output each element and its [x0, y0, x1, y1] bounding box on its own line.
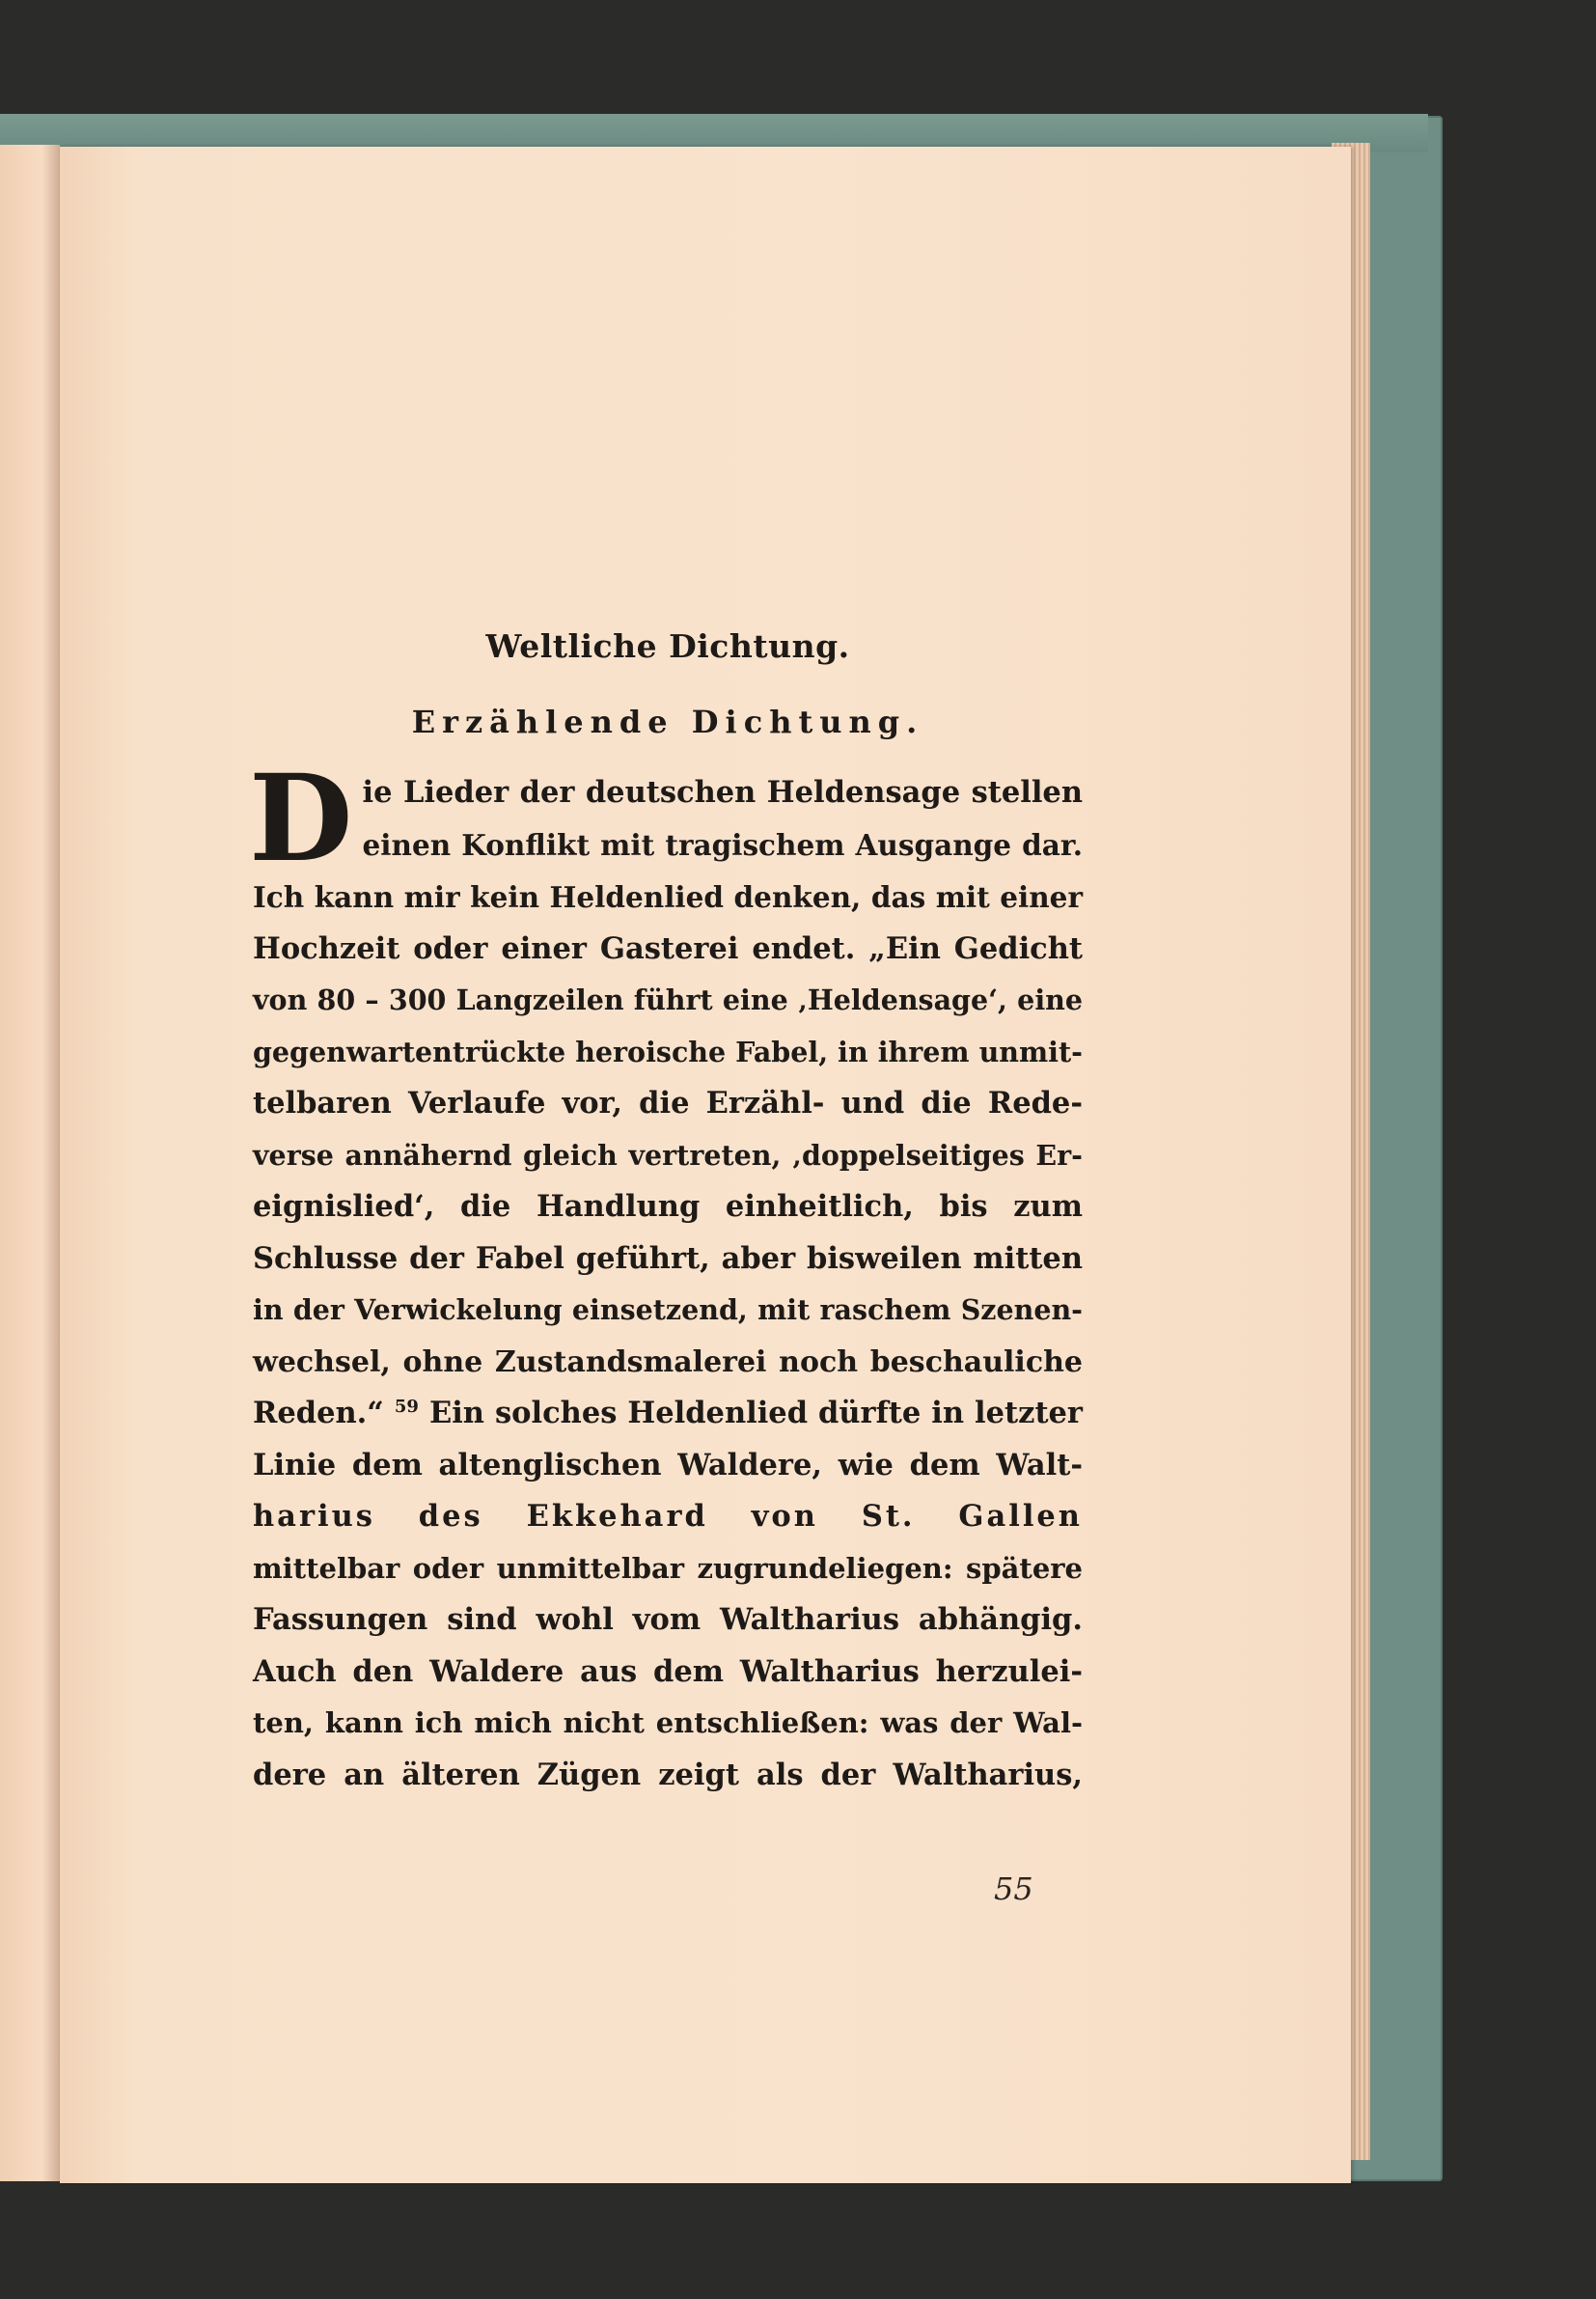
body-paragraph: [249, 749, 1084, 1801]
text-line: ten, kann ich mich nicht entschließen: was der Wal-: [253, 1706, 1083, 1739]
text-fragment: Ein solches Heldenlied dürfte in letzter: [428, 1396, 1084, 1430]
text-line: mittelbar oder unmittelbar zugrundeliegen: spätere: [253, 1551, 1083, 1585]
page-content: [249, 627, 1084, 1801]
text-line: telbaren Verlaufe vor, die Erzähl- und die Rede-: [253, 1086, 1083, 1121]
text-line: wechsel, ohne Zustandsmalerei noch beschauliche: [253, 1344, 1083, 1379]
page-number: 55: [994, 1870, 1033, 1907]
text-line: eignislied‘, die Handlung einheitlich, bis zum: [253, 1189, 1083, 1224]
section-heading: Weltliche Dichtung.: [485, 627, 850, 665]
text-line: Schlusse der Fabel geführt, aber bisweilen mitten: [253, 1240, 1083, 1276]
text-line: von 80 – 300 Langzeilen führt eine ‚Heldensage‘, eine: [253, 983, 1083, 1016]
drop-cap: D: [249, 749, 353, 889]
text-line: Auch den Waldere aus dem Waltharius herzulei-: [253, 1653, 1083, 1689]
text-line: ie Lieder der deutschen Heldensage stellen: [362, 775, 1083, 810]
text-line: harius des Ekkehard von St. Gallen: [253, 1499, 1083, 1534]
text-line: gegenwartentrückte heroische Fabel, in ihrem unmit-: [253, 1035, 1083, 1068]
text-fragment: Reden.“: [253, 1396, 384, 1430]
text-line: Linie dem altenglischen Waldere, wie dem Walt-: [253, 1447, 1083, 1482]
text-line: Ich kann mir kein Heldenlied denken, das mit einer: [253, 880, 1083, 914]
text-line: Hochzeit oder einer Gasterei endet. „Ein Gedicht: [253, 930, 1083, 966]
text-line: dere an älteren Zügen zeigt als der Waltharius,: [253, 1757, 1083, 1792]
text-line: Fassungen sind wohl vom Waltharius abhängig.: [253, 1602, 1083, 1637]
text-line: verse annähernd gleich vertreten, ‚doppelseitiges Er-: [253, 1138, 1083, 1172]
text-line: einen Konflikt mit tragischem Ausgange dar.: [362, 827, 1083, 862]
footnote-reference: 59: [394, 1396, 419, 1417]
text-line-with-footnote: [253, 1388, 1083, 1440]
subsection-heading: Erzählende Dichtung.: [411, 704, 924, 740]
left-page-edge: [0, 145, 60, 2181]
text-line: in der Verwickelung einsetzend, mit raschem Szenen-: [253, 1293, 1083, 1326]
